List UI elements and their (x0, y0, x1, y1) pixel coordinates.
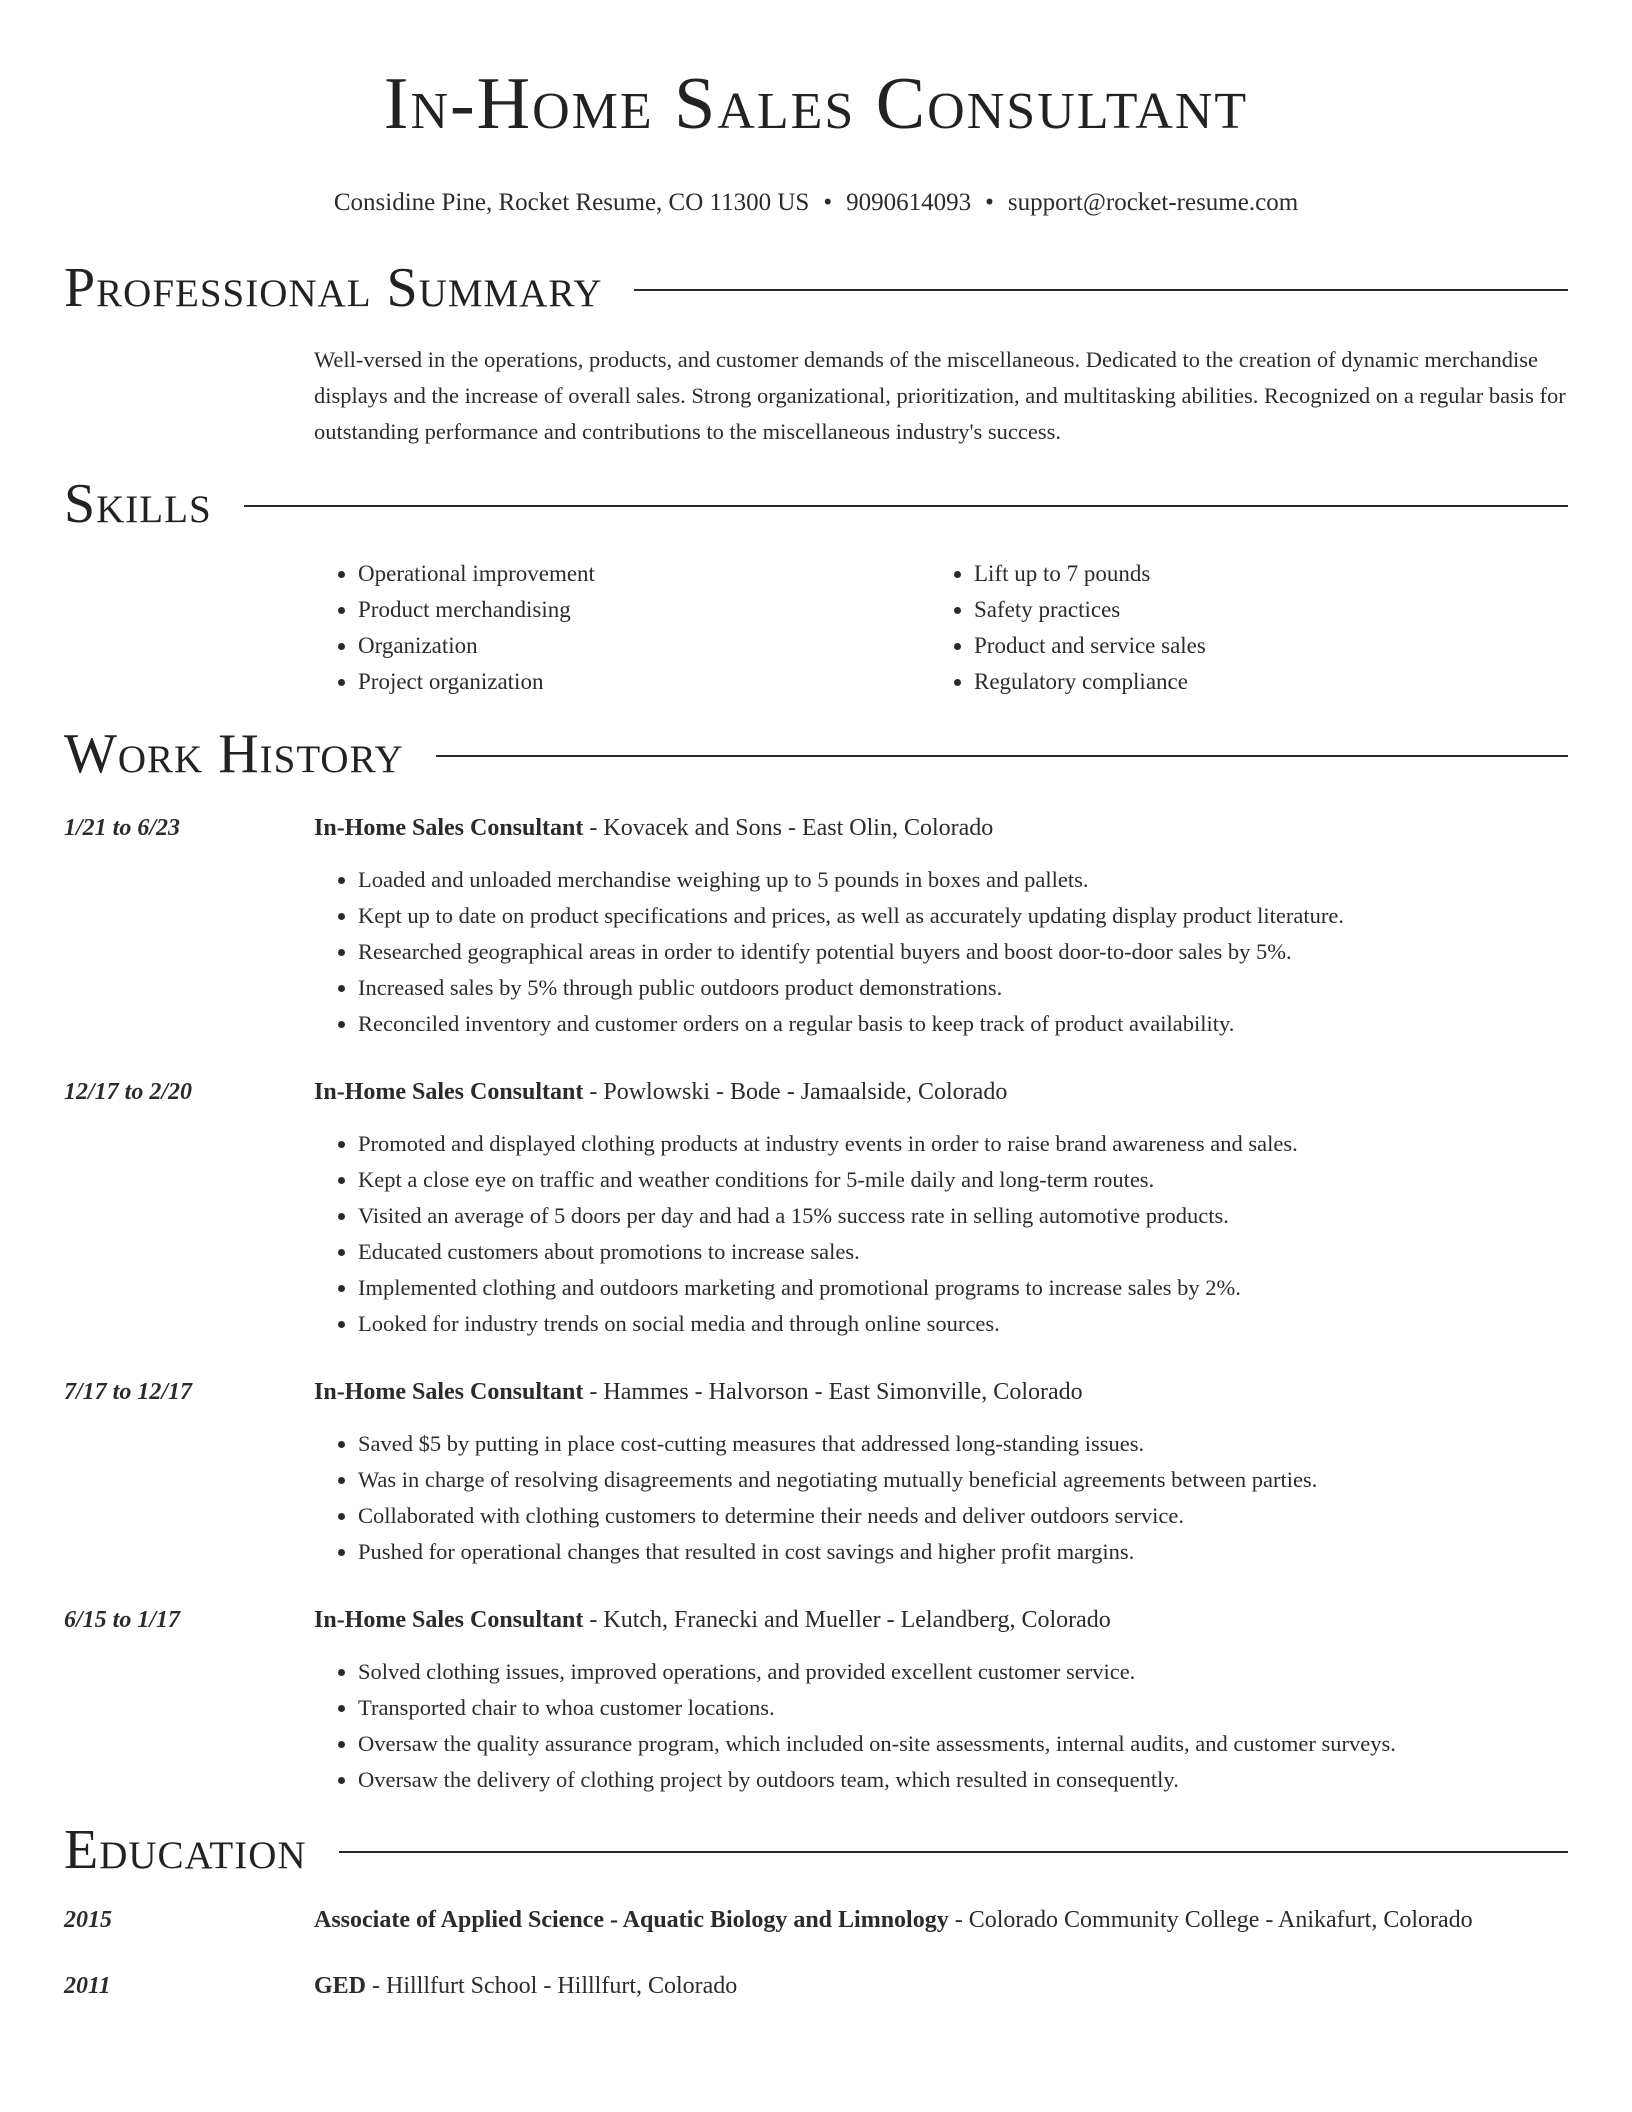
job-entry (64, 808, 1568, 1042)
job-bullet: • Pushed for operational changes that resulted in cost savings and higher profit margins. (358, 1534, 1568, 1570)
job-bullet: • Researched geographical areas in order to identify potential buyers and boost door-to-door sales by 5%. (358, 934, 1568, 970)
job-entry (64, 1072, 1568, 1342)
education-heading (314, 1900, 1564, 1940)
job-dates: 1/21 to 6/23 (64, 815, 181, 841)
job-bullet: • Reconciled inventory and customer orders on a regular basis to keep track of product availability. (358, 1006, 1568, 1042)
skills-column-right (930, 556, 1546, 700)
job-heading (314, 1072, 1007, 1112)
job-bullet: • Oversaw the quality assurance program, which included on-site assessments, internal audits, and customer surveys. (358, 1726, 1568, 1762)
education-entry (64, 1900, 1568, 1940)
job-dates: 7/17 to 12/17 (64, 1379, 193, 1405)
education-entry (64, 1966, 1568, 2006)
job-entry (64, 1372, 1568, 1570)
job-title: In-Home Sales Consultant (314, 815, 584, 841)
job-bullet: • Visited an average of 5 doors per day and had a 15% success rate in selling automotive products. (358, 1198, 1568, 1234)
skills-column-left (314, 556, 930, 700)
job-title: In-Home Sales Consultant (314, 1607, 584, 1633)
contact-line (64, 188, 1568, 218)
job-bullet: • Collaborated with clothing customers to determine their needs and deliver outdoors service. (358, 1498, 1568, 1534)
job-bullet: • Kept a close eye on traffic and weather conditions for 5-mile daily and long-term routes. (358, 1162, 1568, 1198)
section-divider (339, 1851, 1568, 1853)
job-bullets (314, 862, 1568, 1042)
skill-item: • Product and service sales (974, 628, 1546, 664)
contact-email: support@rocket-resume.com (1007, 189, 1299, 216)
contact-address: Considine Pine, Rocket Resume, CO 11300 US (333, 189, 810, 216)
contact-separator: • (985, 189, 994, 216)
section-divider (634, 289, 1568, 291)
job-bullet: • Saved $5 by putting in place cost-cutting measures that addressed long-standing issues. (358, 1426, 1568, 1462)
job-details: - Kutch, Franecki and Mueller - Lelandberg, Colorado (583, 1607, 1111, 1633)
summary-section-title: Professional Summary (64, 257, 603, 319)
contact-phone: 9090614093 (846, 189, 972, 216)
job-heading (314, 808, 993, 848)
resume-name: In-Home Sales Consultant (383, 63, 1249, 145)
skill-item: • Operational improvement (358, 556, 930, 592)
job-bullet: • Educated customers about promotions to increase sales. (358, 1234, 1568, 1270)
job-entry (64, 1600, 1568, 1798)
education-degree: GED (314, 1973, 367, 1999)
job-bullet: • Oversaw the delivery of clothing project by outdoors team, which resulted in consequently. (358, 1762, 1568, 1798)
job-bullet: • Was in charge of resolving disagreements and negotiating mutually beneficial agreements between parties. (358, 1462, 1568, 1498)
section-divider (436, 755, 1568, 757)
job-heading (314, 1372, 1083, 1412)
work-section-title: Work History (64, 723, 404, 785)
skill-item: • Product merchandising (358, 592, 930, 628)
job-details: - Powlowski - Bode - Jamaalside, Colorado (583, 1079, 1008, 1105)
job-bullet: • Looked for industry trends on social media and through online sources. (358, 1306, 1568, 1342)
job-heading (314, 1600, 1111, 1640)
job-bullet: • Solved clothing issues, improved operations, and provided excellent customer service. (358, 1654, 1568, 1690)
job-bullet: • Loaded and unloaded merchandise weighing up to 5 pounds in boxes and pallets. (358, 862, 1568, 898)
job-dates: 6/15 to 1/17 (64, 1607, 181, 1633)
education-section-header (64, 1820, 1568, 1880)
summary-section-header (64, 258, 1568, 318)
skill-item: • Organization (358, 628, 930, 664)
skill-item: • Lift up to 7 pounds (974, 556, 1546, 592)
education-details: - Hilllfurt School - Hilllfurt, Colorado (366, 1973, 738, 1999)
job-dates: 12/17 to 2/20 (64, 1079, 193, 1105)
job-bullet: • Transported chair to whoa customer locations. (358, 1690, 1568, 1726)
skills-list (314, 556, 1568, 700)
job-details: - Kovacek and Sons - East Olin, Colorado (583, 815, 994, 841)
skill-item: • Regulatory compliance (974, 664, 1546, 700)
job-bullet: • Kept up to date on product specifications and prices, as well as accurately updating display product literature. (358, 898, 1568, 934)
contact-separator: • (823, 189, 833, 216)
skill-item: • Safety practices (974, 592, 1546, 628)
education-heading (314, 1966, 1564, 2006)
skill-item: • Project organization (358, 664, 930, 700)
skills-section-header (64, 474, 1568, 534)
job-bullets (314, 1426, 1568, 1570)
job-bullets (314, 1654, 1568, 1798)
job-title: In-Home Sales Consultant (314, 1079, 584, 1105)
education-details: - Colorado Community College - Anikafurt, Colorado (948, 1907, 1473, 1933)
education-degree: Associate of Applied Science - Aquatic Biology and Limnology (314, 1907, 949, 1933)
job-bullet: • Promoted and displayed clothing products at industry events in order to raise brand awareness and sales. (358, 1126, 1568, 1162)
job-bullet: • Increased sales by 5% through public outdoors product demonstrations. (358, 970, 1568, 1006)
skills-section-title: Skills (64, 473, 212, 535)
job-bullets (314, 1126, 1568, 1342)
education-year: 2015 (64, 1907, 112, 1933)
job-title: In-Home Sales Consultant (314, 1379, 584, 1405)
education-section-title: Education (64, 1819, 307, 1881)
summary-text: Well-versed in the operations, products, and customer demands of the miscellaneous. Dedicated to the creation of dynamic merchandise displays and the increase of overall sales. Strong organizational, prioritization, and multitasking abilities. Recognized on a regular basis for outstanding performance and contributions to the miscellaneous industry's success. (314, 347, 1566, 444)
job-details: - Hammes - Halvorson - East Simonville, Colorado (583, 1379, 1083, 1405)
work-section-header (64, 724, 1568, 784)
job-bullet: • Implemented clothing and outdoors marketing and promotional programs to increase sales by 2%. (358, 1270, 1568, 1306)
education-year: 2011 (64, 1973, 111, 1999)
section-divider (244, 505, 1568, 507)
